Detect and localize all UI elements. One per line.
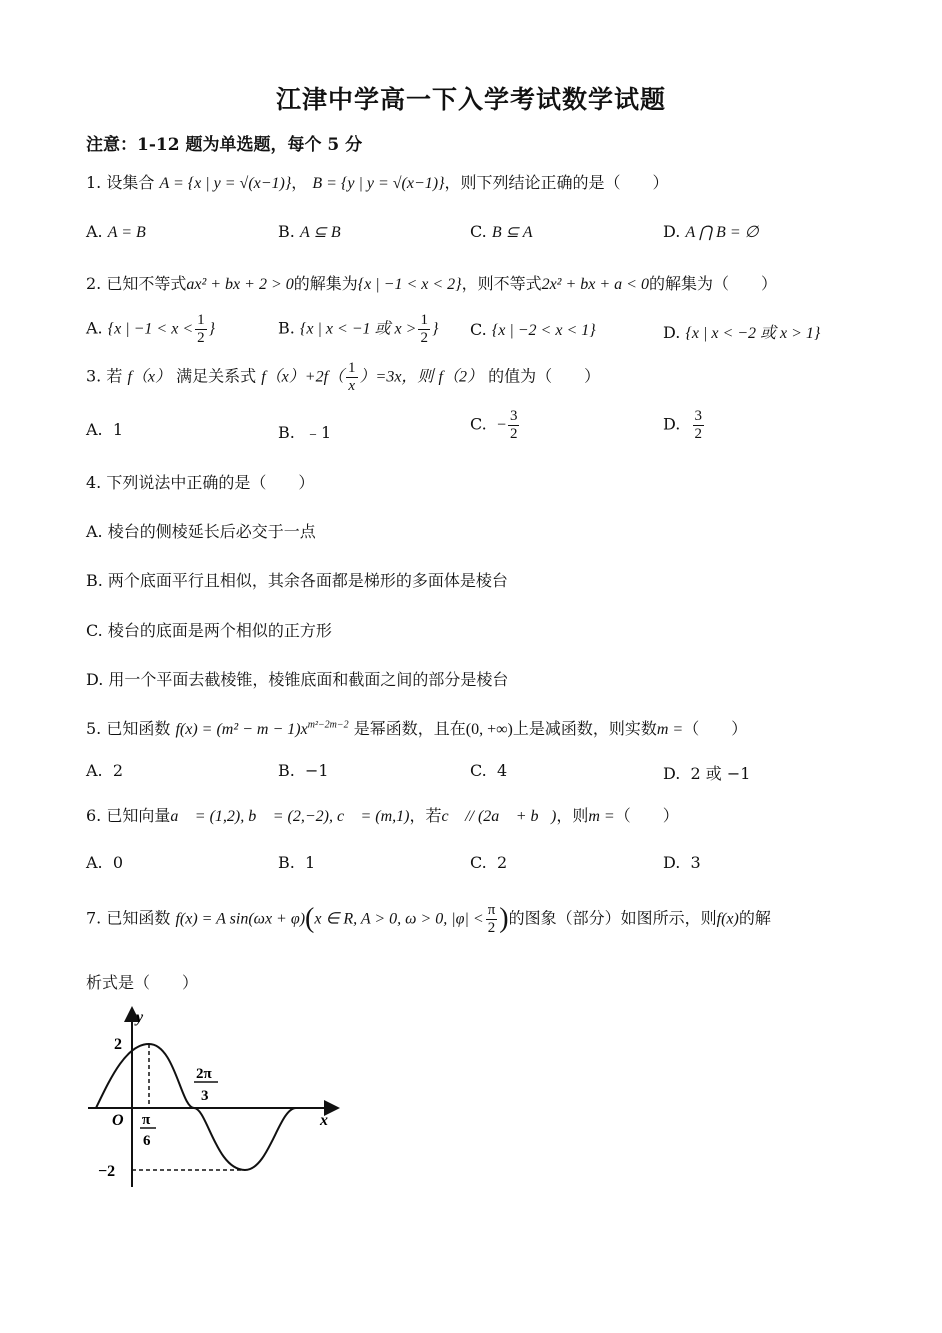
option-letter: B. (278, 761, 295, 780)
fraction-denominator: 2 (420, 329, 428, 346)
option-text-end: } (208, 320, 216, 338)
q3-option-b (278, 420, 331, 443)
y-axis-label: y (136, 1009, 144, 1026)
q4-option-b: B. 两个底面平行且相似，其余各面都是梯形的多面体是棱台 (86, 571, 508, 590)
option-text: {x | x < −1 或 x > (299, 320, 417, 338)
option-letter: A. (86, 318, 103, 338)
y-max-label: 2 (114, 1036, 122, 1053)
question-1-set-b: B = {y | y = √(x−1)} (312, 175, 445, 192)
question-4: 4. 下列说法中正确的是（ ） (86, 473, 315, 492)
question-6-vectors: a⃗ = (1,2), b⃗ = (2,−2), c⃗ = (m,1) (170, 808, 410, 825)
q6-option-a (86, 853, 123, 872)
question-6-variable: m = (588, 808, 615, 825)
x-tick-1-denominator: 6 (143, 1133, 151, 1149)
q1-option-a (86, 222, 146, 242)
question-2-inequality-2: 2x² + bx + a < 0 (541, 276, 649, 293)
question-1-prefix: 1. 设集合 (86, 173, 155, 192)
question-6-prefix: 6. 已知向量 (86, 806, 171, 825)
question-5-variable: m = (656, 721, 684, 738)
fraction-denominator: 2 (487, 919, 496, 936)
fraction-denominator: x (348, 377, 356, 394)
x-axis-label: x (320, 1112, 328, 1129)
fraction-numerator: π (487, 902, 496, 918)
option-text: 1 (305, 853, 316, 872)
fraction-denominator: 2 (509, 425, 518, 442)
q4-option-c: C. 棱台的底面是两个相似的正方形 (86, 621, 332, 640)
q6-option-b (278, 853, 315, 872)
question-3-fraction (346, 360, 358, 394)
option-text: 4 (496, 761, 508, 780)
option-text: {x | x < −2 或 x > 1} (685, 325, 821, 342)
fraction-numerator: 1 (348, 360, 356, 376)
question-6 (86, 803, 679, 826)
q3-option-d (663, 408, 706, 442)
option-letter: A. (86, 853, 103, 872)
option-letter: A. (86, 761, 103, 780)
q4-option-d: D. 用一个平面去截棱锥，棱锥底面和截面之间的部分是棱台 (86, 670, 509, 689)
question-2-mid: 的解集为 (293, 274, 358, 293)
option-fraction (418, 312, 430, 346)
option-letter: C. (470, 414, 487, 434)
x-tick-1-numerator: π (142, 1112, 151, 1128)
question-5-exponent: m²−2m−2 (307, 719, 349, 731)
option-text: A ⋂ B = ∅ (685, 224, 759, 241)
question-7-condition: x ∈ R, A > 0, ω > 0, |φ| < (314, 910, 484, 928)
question-6-mid-2: ，则 (556, 806, 589, 825)
option-text: 0 (112, 853, 123, 872)
q1-option-b (278, 222, 341, 242)
question-6-mid: ，若 (409, 806, 442, 825)
page-title: 江津中学高一下入学考试数学试题 (275, 85, 666, 114)
q2-option-c (470, 320, 596, 340)
origin-label: O (112, 1112, 124, 1129)
question-5-interval: (0, +∞) (465, 721, 513, 738)
question-2-prefix: 2. 已知不等式 (86, 274, 187, 293)
fraction-denominator: 2 (694, 425, 703, 442)
question-5-suffix-2: （ ） (683, 719, 748, 738)
option-text: 3 (690, 853, 701, 872)
question-3-suffix: 的值为（ ） (488, 366, 601, 386)
option-text: B ⊆ A (491, 224, 533, 241)
option-text: {x | −2 < x < 1} (491, 322, 596, 339)
option-letter: C. (470, 222, 487, 241)
question-1 (86, 170, 669, 193)
right-paren: ) (499, 903, 509, 934)
q2-option-b (278, 312, 438, 346)
question-6-condition: c⃗ // (2a⃗ + b⃗) (441, 808, 557, 825)
question-2-inequality-1: ax² + bx + 2 > 0 (186, 276, 294, 293)
option-text: A ⊆ B (299, 224, 341, 241)
option-letter: A. (86, 420, 103, 439)
q1-option-d (663, 222, 759, 242)
question-1-set-a: A = {x | y = √(x−1)} (159, 175, 292, 192)
option-letter: B. (278, 853, 295, 872)
option-text: −1 (305, 761, 329, 780)
option-text: ﹣1 (305, 423, 332, 442)
option-minus: − (496, 416, 506, 434)
question-7-function: f(x) = A sin(ωx + φ) (175, 910, 306, 928)
option-letter: B. (278, 222, 295, 241)
x-tick-2-denominator: 3 (201, 1088, 209, 1104)
option-letter: C. (470, 320, 487, 339)
option-letter: C. (470, 761, 487, 780)
option-letter: D. (663, 853, 681, 872)
fraction-numerator: 1 (197, 312, 205, 328)
question-6-suffix: （ ） (614, 806, 679, 825)
question-2-suffix: 的解集为（ ） (648, 274, 777, 293)
question-7-fx: f(x) (716, 910, 739, 928)
option-letter: D. (663, 222, 681, 241)
q4-option-a: A. 棱台的侧棱延长后必交于一点 (86, 522, 316, 541)
question-5-prefix: 5. 已知函数 (86, 719, 171, 738)
option-letter: A. (86, 222, 103, 241)
question-5-suffix: 上是减函数，则实数 (512, 719, 657, 738)
fraction-numerator: 3 (694, 408, 703, 424)
question-3-mid: 满足关系式 (176, 366, 257, 386)
q3-option-c (470, 408, 521, 442)
question-7-suffix: 的解 (738, 908, 771, 928)
option-text: 2 (496, 853, 508, 872)
y-min-label: −2 (98, 1163, 116, 1180)
question-2 (86, 271, 777, 294)
question-3-prefix: 3. 若 (86, 366, 123, 386)
question-7-prefix: 7. 已知函数 (86, 908, 171, 928)
option-text: A = B (107, 224, 146, 241)
q5-option-a (86, 761, 123, 780)
question-2-mid-2: ，则不等式 (461, 274, 542, 293)
option-text-end: } (431, 320, 439, 338)
question-7-fraction (486, 902, 498, 936)
q3-option-a (86, 420, 123, 439)
option-fraction (508, 408, 520, 442)
x-tick-2-numerator: 2π (196, 1066, 212, 1082)
sine-graph (86, 1004, 346, 1194)
question-3-value: f（2） (438, 368, 483, 386)
option-letter: C. (470, 853, 487, 872)
q6-option-c (470, 853, 507, 872)
q2-option-a (86, 312, 215, 346)
q5-option-c (470, 761, 507, 780)
question-1-suffix: ，则下列结论正确的是（ ） (444, 173, 669, 192)
option-fraction (195, 312, 207, 346)
option-letter: B. (278, 423, 295, 442)
question-3 (86, 360, 600, 394)
question-3-function: f（x） (127, 368, 172, 386)
question-7-line-2: 析式是（ ） (86, 973, 199, 992)
fraction-denominator: 2 (197, 329, 205, 346)
question-3-equation-start: f（x）+2f（ (261, 368, 345, 386)
q1-option-c (470, 222, 533, 242)
option-text: 1 (112, 420, 123, 439)
q5-option-d (663, 761, 750, 784)
option-letter: D. (663, 764, 681, 783)
question-7 (86, 902, 771, 936)
left-paren: ( (305, 903, 315, 934)
question-5-function: f(x) = (m² − m − 1)x (175, 721, 308, 738)
question-1-sep: ， (291, 173, 308, 192)
instructions-note: 注意：1-12 题为单选题，每个 5 分 (86, 135, 363, 155)
question-2-solution-set: {x | −1 < x < 2} (357, 276, 462, 293)
q5-option-b (278, 761, 329, 780)
question-3-equation-end: ）=3x，则 (359, 368, 434, 386)
option-text: {x | −1 < x < (107, 320, 194, 338)
question-5-mid: 是幂函数，且在 (353, 719, 466, 738)
q6-option-d (663, 853, 701, 872)
q2-option-d (663, 320, 820, 343)
option-letter: B. (278, 318, 295, 338)
option-text: 2 (112, 761, 123, 780)
option-letter: D. (663, 323, 681, 342)
fraction-numerator: 3 (509, 408, 518, 424)
option-letter: D. (663, 414, 681, 434)
question-5 (86, 716, 747, 739)
question-7-mid: 的图象（部分）如图所示，则 (508, 908, 717, 928)
option-text: 2 或 −1 (690, 764, 751, 783)
fraction-numerator: 1 (420, 312, 428, 328)
option-fraction (693, 408, 705, 442)
